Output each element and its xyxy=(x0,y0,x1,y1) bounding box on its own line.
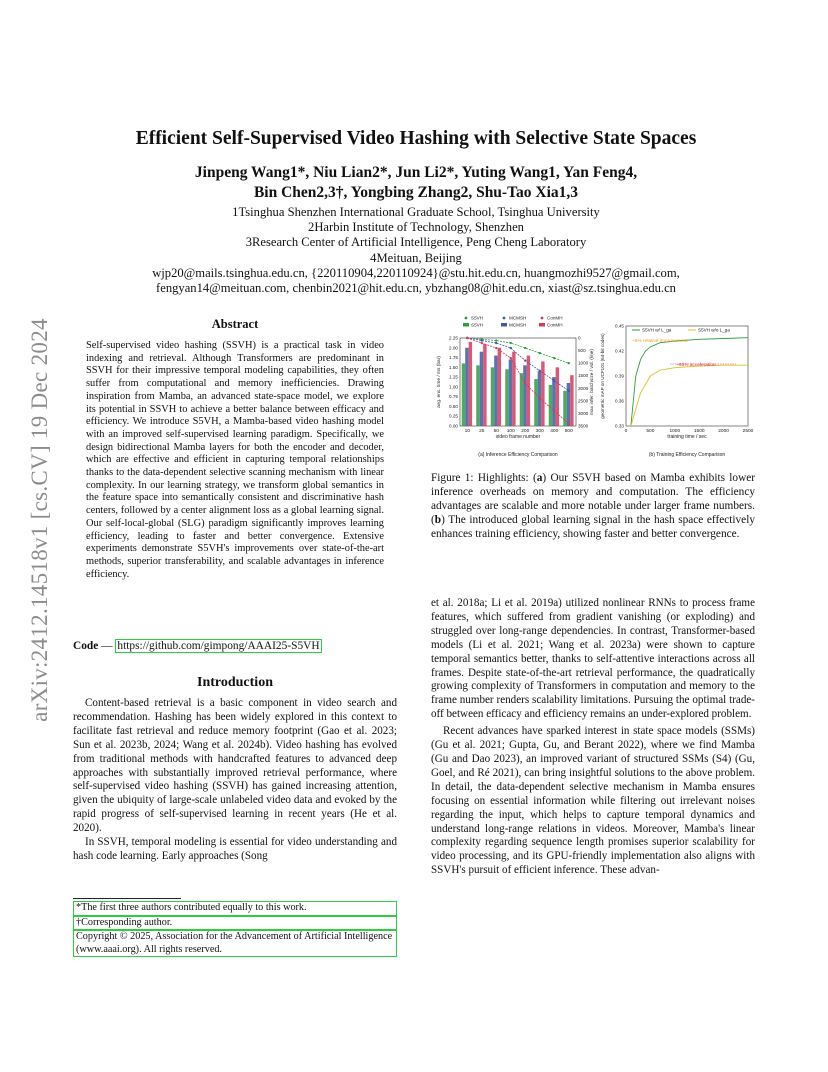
footnote-2[interactable]: †Corresponding author. xyxy=(73,916,397,931)
code-link[interactable]: https://github.com/gimpong/AAAI25-S5VH xyxy=(117,640,320,652)
chart-a-bar xyxy=(556,367,559,426)
affiliation-1: 1Tsinghua Shenzhen International Graduate School, Tsinghua University xyxy=(232,205,600,219)
right-column-body xyxy=(431,597,755,878)
chart-a-legend-swatch xyxy=(463,323,469,327)
arxiv-sidebar xyxy=(20,280,60,760)
chart-a-legend-swatch xyxy=(539,323,545,327)
chart-a-bar xyxy=(520,373,523,426)
figure-1-caption xyxy=(431,471,755,541)
chart-a-bar xyxy=(527,356,530,426)
chart-b-x-label: training time / sec xyxy=(667,434,707,440)
chart-a-legend-label: S5VH xyxy=(471,315,484,321)
chart-a-right-tick-label: 2000 xyxy=(578,385,589,391)
introduction-heading: Introduction xyxy=(197,675,273,690)
affiliations xyxy=(74,205,758,296)
intro-paragraph-1: Content-based retrieval is a basic component in video search and recommendation. Hashing has been widely explored in this context to facilitate fast retrieval and reduce memory footprint (Gao et al. 2023; Sun et al. 2023b, 2024; Wang et al. 2024b). Video hashing has evolved from traditional methods with handcrafted features to advanced deep approaches with substantially improved retrieval performance, where self-supervised video hashing (SSVH) has gained increasing attention, given the ubiquity of large-scale unlabeled video data and evoked by the rapid progress of self-supervised learning in recent years (He et al. 2020). xyxy=(73,697,397,835)
caption-prefix: Figure 1: Highlights: ( xyxy=(431,472,537,484)
chart-a-line-point xyxy=(539,369,541,371)
caption-label-b: b xyxy=(434,514,442,526)
chart-a-legend-marker xyxy=(465,317,468,320)
author-list xyxy=(74,163,758,203)
chart-b-x-tick-label: 1500 xyxy=(693,429,705,434)
chart-a-line-point xyxy=(524,382,526,384)
chart-b-x-tick-label: 2500 xyxy=(742,429,754,434)
chart-a-left-tick-label: 1.75 xyxy=(449,355,458,361)
chart-a-bar xyxy=(476,365,479,426)
chart-a-x-tick-label: 400 xyxy=(550,429,559,434)
chart-a-bar xyxy=(480,352,483,426)
chart-b-y-tick-label: 0.42 xyxy=(615,348,624,354)
chart-b-legend-label: S5VH w/ L_ga xyxy=(642,327,672,333)
chart-a-bar xyxy=(552,377,555,426)
code-separator: — xyxy=(98,640,116,652)
chart-a-line-point xyxy=(495,339,497,341)
chart-b-y-tick-label: 0.45 xyxy=(615,323,624,329)
chart-a-bar xyxy=(469,342,472,426)
chart-a-line-point xyxy=(553,410,555,412)
chart-a-bar xyxy=(509,360,512,426)
chart-a-line-point xyxy=(466,337,468,339)
chart-a-line-point xyxy=(524,347,526,349)
chart-b-y-tick-label: 0.33 xyxy=(615,423,624,429)
chart-a-bar xyxy=(491,367,494,426)
chart-a-line-point xyxy=(510,342,512,344)
chart-a-line-point xyxy=(495,347,497,349)
introduction-body xyxy=(73,697,397,864)
chart-a-line-point xyxy=(568,422,570,424)
caption-end: ) The introduced global learning signal in the hash space effectively enhances training efficiency, showing faster and better convergence. xyxy=(431,514,755,540)
chart-b-annotation-2: ~65% acceleration xyxy=(676,363,716,368)
chart-b-y-tick-label: 0.39 xyxy=(615,373,624,379)
chart-a-bar xyxy=(570,375,573,426)
chart-a-bar xyxy=(512,352,515,426)
chart-a-left-tick-label: 0.00 xyxy=(449,423,458,429)
chart-a-line-point xyxy=(568,362,570,364)
chart-a-left-tick-label: 0.50 xyxy=(449,403,458,409)
chart-b-x-tick-label: 1000 xyxy=(669,429,681,434)
chart-a-legend-label: S5VH xyxy=(471,322,484,328)
chart-a-bar xyxy=(549,385,552,426)
chart-a-line-point xyxy=(539,397,541,399)
chart-a-right-tick-label: 1500 xyxy=(578,373,589,379)
chart-a-right-tick-label: 3500 xyxy=(578,423,589,429)
email-line-1: wjp20@mails.tsinghua.edu.cn, {220110904,220110924}@stu.hit.edu.cn, huangmozhi9527@gmail.com, xyxy=(152,265,680,280)
chart-b-legend-label: S5VH w/o L_ga xyxy=(698,327,730,333)
chart-a-y2-label: max infer. batchsize / vid. (line) xyxy=(590,349,595,415)
chart-a-right-tick-label: 500 xyxy=(578,348,586,354)
authors-line-1: Jinpeng Wang1*, Niu Lian2*, Jun Li2*, Yuting Wang1, Yan Feng4, xyxy=(194,164,638,181)
chart-a-bar xyxy=(498,348,501,426)
chart-a-bar xyxy=(494,356,497,426)
footnote-1[interactable]: *The first three authors contributed equally to this work. xyxy=(73,901,397,916)
chart-a-line-point xyxy=(510,347,512,349)
chart-a-legend-label: ConMH xyxy=(547,315,563,321)
chart-a-line-point xyxy=(553,380,555,382)
abstract-text: Self-supervised video hashing (SSVH) is a practical task in video indexing and retrieval. Although Transformers are predominant in SSVH for their impressive temporal modeling capabilities, they often suffer from computational and memory inefficiencies. Drawing inspiration from Mamba, an advanced state-space model, we explore its potential in SSVH to achieve a better balance between efficacy and efficiency. We introduce S5VH, a Mamba-based video hashing model with an improved self-supervised learning paradigm. Specifically, we design bidirectional Mamba layers for both the encoder and decoder, which are effective and efficient in capturing temporal relationships thanks to the data-dependent selective scanning mechanism with linear complexity. In our learning strategy, we transform global semantics in the feature space into semantically consistent and discriminative hash centers, followed by a center alignment loss as a global learning signal. Our self-local-global (SLG) paradigm significantly improves learning efficiency, leading to faster and better convergence. Extensive experiments demonstrate S5VH's improvements over state-of-the-art methods, superior transferability, and scalable advantages in inference efficiency. xyxy=(86,340,384,580)
footnote-rule xyxy=(73,898,181,899)
chart-a-line-point xyxy=(481,342,483,344)
chart-a-right-tick-label: 0 xyxy=(578,335,581,341)
figure-1 xyxy=(430,310,760,462)
chart-a-x-tick-label: 100 xyxy=(506,429,515,434)
chart-a-x-tick-label: 300 xyxy=(535,429,544,434)
chart-a-right-tick-label: 3000 xyxy=(578,410,589,416)
chart-a-line-point xyxy=(481,339,483,341)
chart-a-right-tick-label: 1000 xyxy=(578,360,589,366)
chart-a-line-point xyxy=(539,352,541,354)
right-paragraph-1: et al. 2018a; Li et al. 2019a) utilized nonlinear RNNs to process frame features, which suffered from gradient vanishing (or exploding) and struggled over long-range dependencies. In contrast, Transformer-based models (Li et al. 2021; Wang et al. 2023a) were shown to capture temporal semantics better, thanks to self-attentive interactions across all frames. Despite state-of-the-art retrieval performance, the quadratically growing complexity of Transformers in computation and memory to the frame number renders scalability limitations. Pursuing the optimal trade-off between efficacy and efficiency remains an under-explored problem. xyxy=(431,597,755,721)
chart-a-left-tick-label: 0.25 xyxy=(449,413,458,419)
chart-b-x-tick-label: 2000 xyxy=(718,429,729,434)
chart-a-x-label: video frame number xyxy=(495,434,541,440)
affiliation-3: 3Research Center of Artificial Intelligence, Peng Cheng Laboratory xyxy=(245,235,587,250)
chart-a-bar xyxy=(541,361,544,426)
email-line-2: fengyan14@meituan.com, chenbin2021@hit.edu.cn, ybzhang08@hit.edu.cn, xiast@sz.tsinghua.edu.cn xyxy=(156,281,676,296)
chart-a-legend-marker xyxy=(541,317,544,320)
chart-a-caption: (a) Inference Efficiency Comparison xyxy=(478,452,558,458)
chart-a-bar xyxy=(462,363,465,426)
chart-a-line-point xyxy=(510,357,512,359)
chart-b-y-label: geometric mAP on UCF101 (64-bit codes) xyxy=(600,333,605,419)
chart-a-left-tick-label: 2.25 xyxy=(449,335,458,341)
chart-a-legend-label: MCMSH xyxy=(509,315,527,321)
chart-a-line-point xyxy=(495,342,497,344)
chart-a-left-tick-label: 2.00 xyxy=(449,345,458,351)
chart-b-series-line xyxy=(631,338,748,426)
chart-a-legend-label: MCMSH xyxy=(509,322,527,328)
paper-title: Efficient Self-Supervised Video Hashing with Selective State Spaces xyxy=(135,128,697,149)
intro-paragraph-2: In SSVH, temporal modeling is essential for video understanding and hash code learning. Early approaches (Song xyxy=(73,836,397,862)
code-label: Code xyxy=(73,640,99,652)
chart-a-x-tick-label: 50 xyxy=(493,429,499,434)
chart-a-line-point xyxy=(553,357,555,359)
caption-mid: ) Our S5VH based on Mamba exhibits lower inference overheads on memory and computation. The efficiency advantages are scalable and more notable under larger frame numbers. ( xyxy=(431,472,756,526)
code-line xyxy=(73,640,322,652)
chart-a-legend-label: ConMH xyxy=(547,322,563,328)
chart-a-x-tick-label: 200 xyxy=(521,429,530,434)
chart-a-bar xyxy=(465,348,468,426)
chart-b-x-tick-label: 0 xyxy=(624,429,628,434)
caption-label-a: a xyxy=(536,472,543,484)
chart-a-x-tick-label: 25 xyxy=(479,429,485,434)
chart-a-x-tick-label: 500 xyxy=(564,429,573,434)
chart-a-bar xyxy=(534,379,537,426)
chart-a-legend-swatch xyxy=(501,323,507,327)
affiliation-4: 4Meituan, Beijing xyxy=(370,250,462,265)
chart-a-legend-marker xyxy=(503,317,506,320)
chart-a-bar xyxy=(523,365,526,426)
chart-b-y-tick-label: 0.36 xyxy=(615,398,624,404)
chart-b-annotation-1: ~6% relative improvement xyxy=(632,339,688,344)
chart-a-line-point xyxy=(524,359,526,361)
authors-line-2: Bin Chen2,3†, Yongbing Zhang2, Shu-Tao Xia1,3 xyxy=(253,184,579,201)
chart-a-x-tick-label: 10 xyxy=(464,429,470,434)
figure-1-charts xyxy=(430,310,760,462)
chart-a-left-tick-label: 1.25 xyxy=(449,374,458,380)
right-paragraph-2: Recent advances have sparked interest in state space models (SSMs) (Gu et al. 2021; Gupta, Gu, and Berant 2022), where we find Mamba (Gu and Dao 2023), an improved variant of structured SSMs (S4) (Gu, Goel, and Ré 2021), can bring insightful solutions to the above problem. In detail, the data-dependent selective mechanism in Mamba ensures focusing on essential information while filtering out irrelevant noises regarding the input, which helps to capture temporal dynamics and understand long-range relations in videos. Moreover, Mamba's linear complexity regarding sequence length promises superior scalability for video processing, and its GPU-friendly implementation also aligns with SSVH's pursuit of efficient inference. These advan- xyxy=(431,725,755,877)
chart-a-line-point xyxy=(568,390,570,392)
chart-a-left-tick-label: 1.50 xyxy=(449,364,458,370)
footnotes xyxy=(73,898,397,957)
copyright-notice[interactable]: Copyright © 2025, Association for the Advancement of Artificial Intelligence (www.aaai.org). All rights reserved. xyxy=(73,930,397,957)
chart-a-bar xyxy=(505,369,508,426)
chart-a-left-tick-label: 1.00 xyxy=(449,384,458,390)
affiliation-2: 2Harbin Institute of Technology, Shenzhen xyxy=(308,220,524,235)
chart-a-left-tick-label: 0.75 xyxy=(449,394,458,400)
arxiv-identifier: arXiv:2412.14518v1 [cs.CV] 19 Dec 2024 xyxy=(27,318,52,722)
abstract-heading: Abstract xyxy=(211,317,259,331)
chart-a-y-label: avg. enc. time / ms (bar) xyxy=(437,356,442,408)
chart-a-right-tick-label: 2500 xyxy=(578,398,589,404)
chart-b-x-tick-label: 500 xyxy=(646,429,655,434)
chart-a-bar xyxy=(483,344,486,426)
chart-b-series-line xyxy=(631,365,748,426)
chart-b-caption: (b) Training Efficiency Comparison xyxy=(648,452,726,458)
